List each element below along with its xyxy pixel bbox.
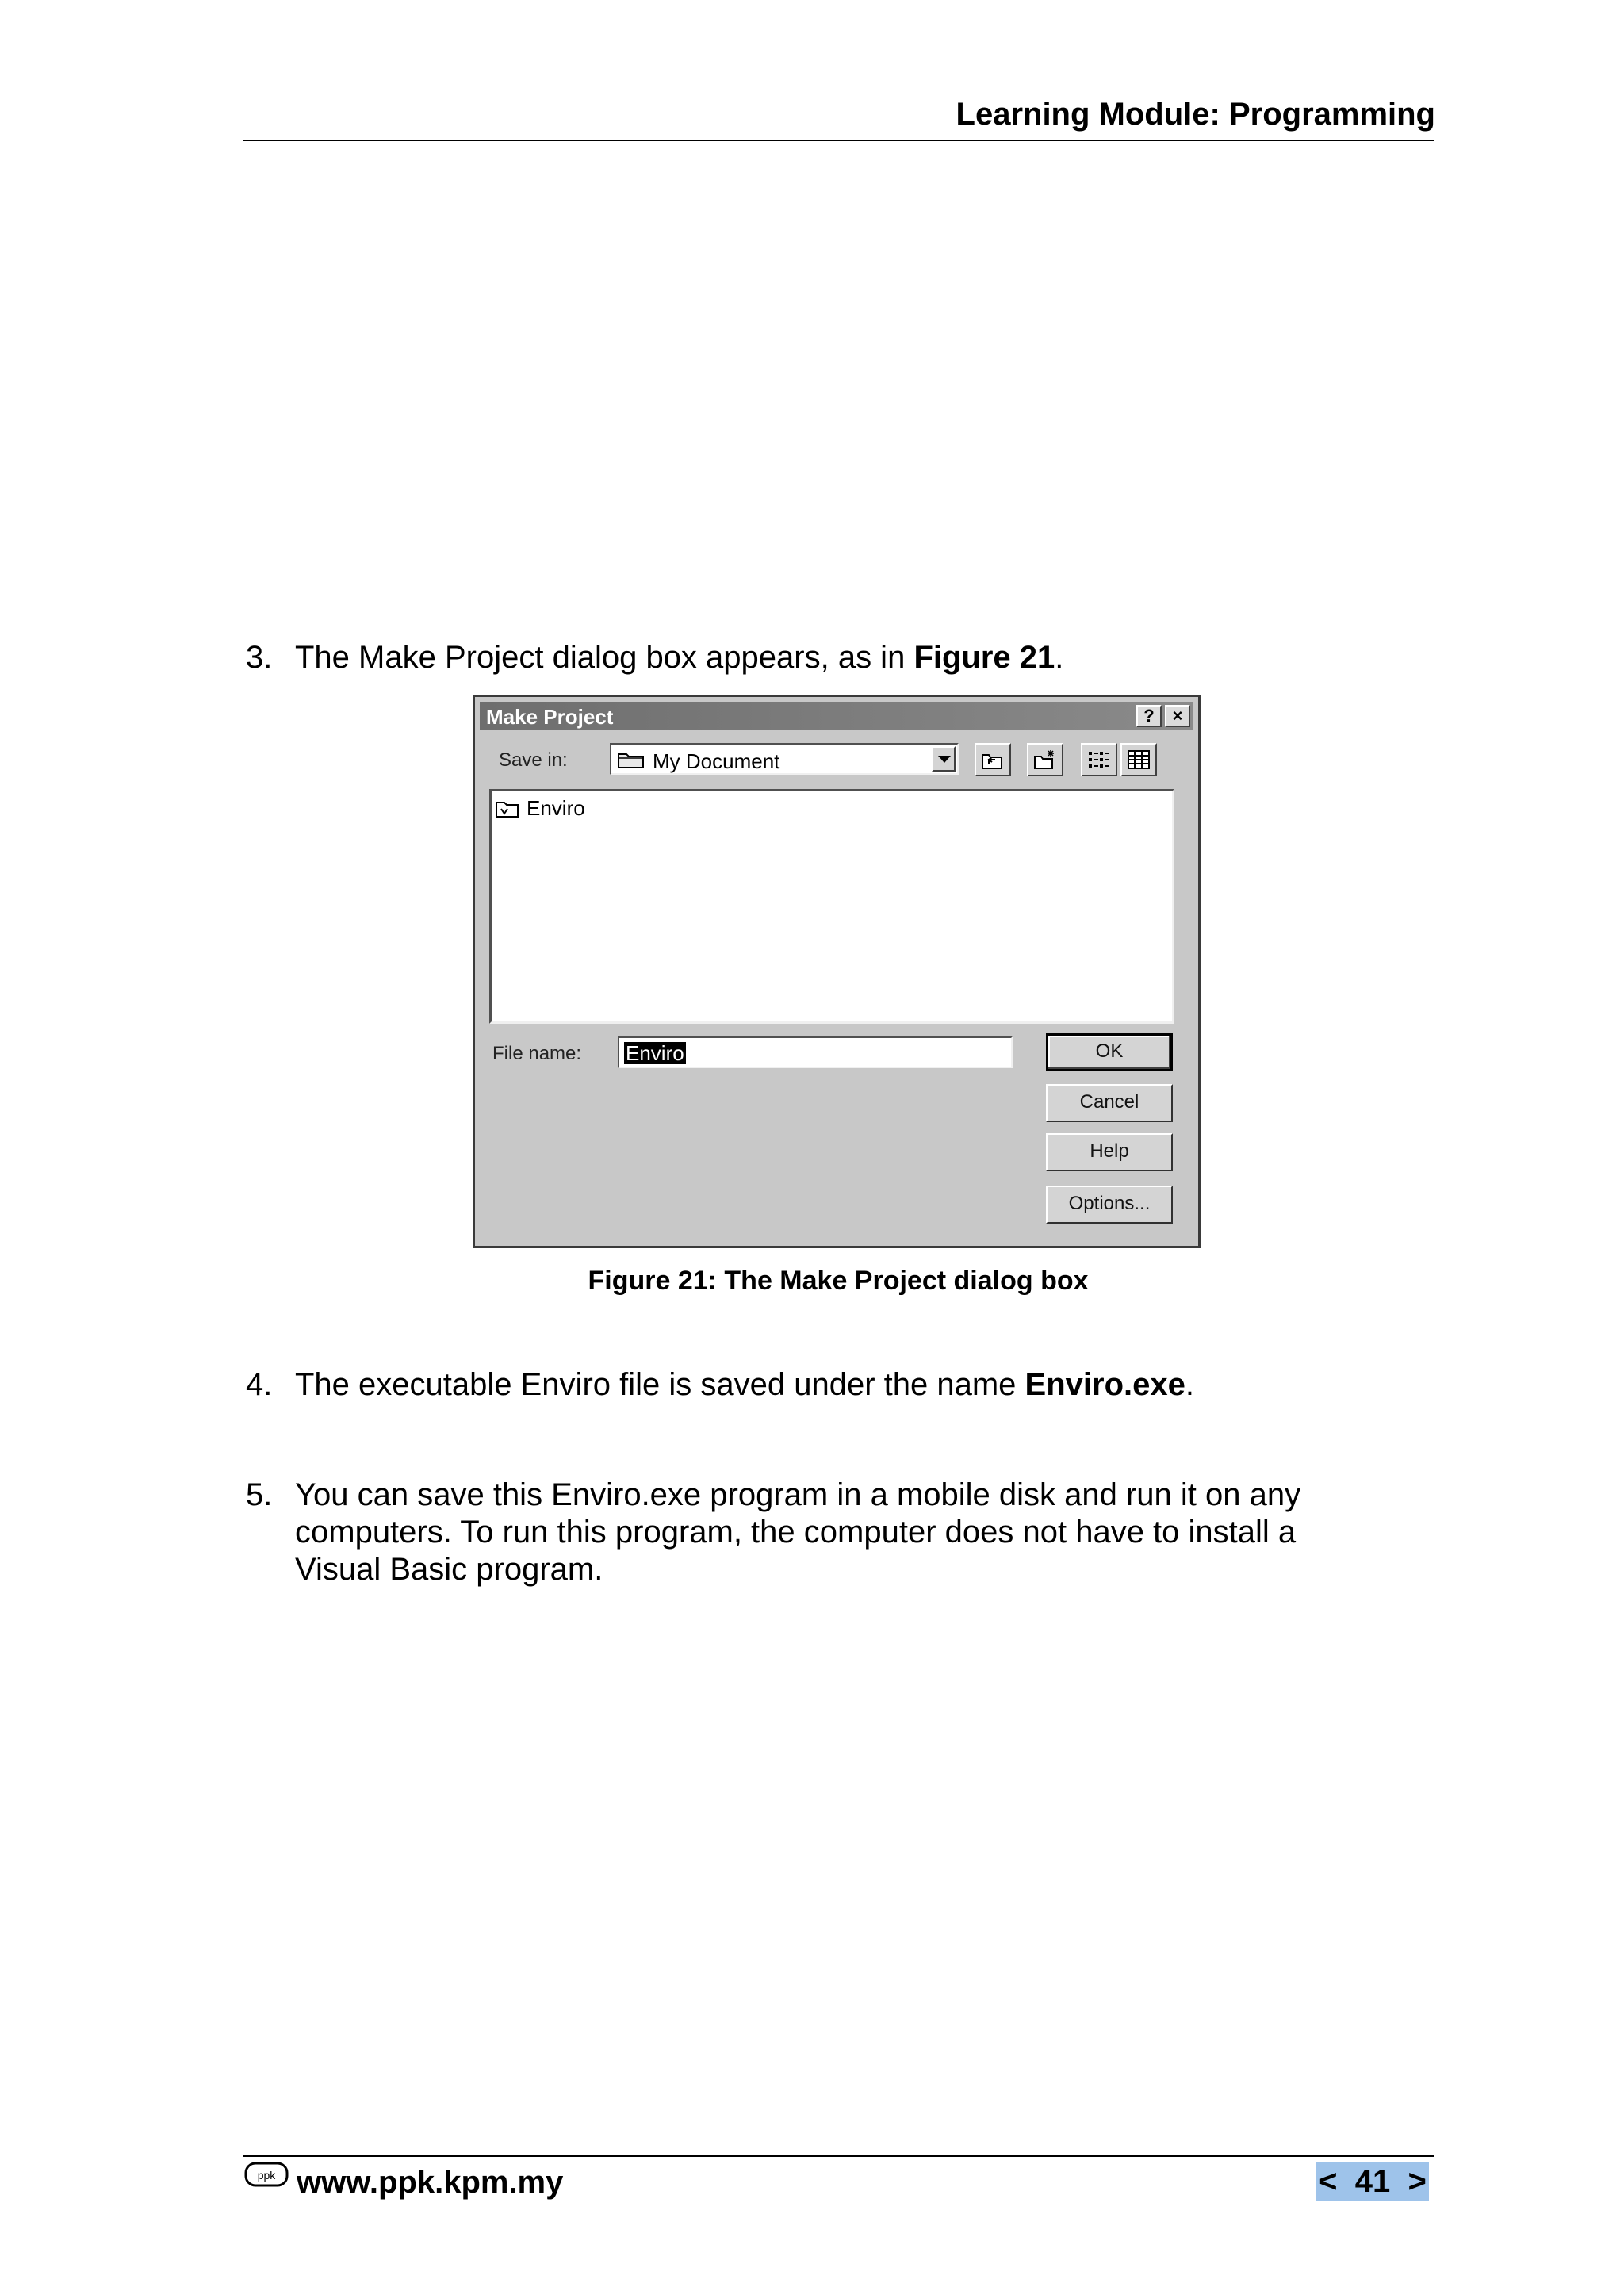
footer-rule — [243, 2155, 1434, 2157]
step-text-part: . — [1185, 1367, 1194, 1402]
step-number: 3. — [246, 640, 273, 675]
file-list[interactable] — [489, 789, 1174, 1024]
file-name-value: Enviro — [626, 1041, 684, 1065]
save-in-dropdown[interactable] — [610, 743, 959, 775]
step-text-part: The Make Project dialog box appears, as in — [295, 640, 914, 675]
options-button[interactable]: Options... — [1046, 1186, 1173, 1224]
file-item-label: Enviro — [527, 796, 585, 820]
step-number: 5. — [246, 1477, 273, 1512]
step-number: 4. — [246, 1367, 273, 1402]
file-name-input[interactable] — [618, 1036, 1013, 1068]
step-text-part: The executable Enviro file is saved under the name — [295, 1367, 1025, 1402]
help-titlebar-button[interactable]: ? — [1136, 705, 1162, 727]
step-text-line: Visual Basic program. — [295, 1552, 603, 1587]
folder-icon — [618, 751, 645, 768]
ok-button[interactable]: OK — [1046, 1033, 1173, 1071]
create-new-folder-icon — [1033, 749, 1057, 771]
dialog-title: Make Project — [486, 705, 614, 729]
figure-caption: Figure 21: The Make Project dialog box — [588, 1266, 1089, 1296]
step-text-bold: Figure 21 — [914, 640, 1055, 675]
make-project-dialog — [473, 695, 1201, 1248]
ppk-logo-icon — [244, 2160, 289, 2189]
close-button[interactable]: × — [1165, 705, 1190, 727]
step-text — [295, 639, 1063, 676]
svg-text:ppk: ppk — [257, 2169, 276, 2182]
step-text-bold: Enviro.exe — [1025, 1367, 1185, 1402]
save-in-value: My Document — [653, 749, 780, 773]
step-text-line: You can save this Enviro.exe program in a mobile disk and run it on any — [295, 1477, 1301, 1512]
step-text — [295, 1366, 1194, 1404]
file-name-label: File name: — [492, 1043, 582, 1064]
vb-project-icon — [495, 799, 520, 818]
create-new-folder-button[interactable] — [1027, 743, 1063, 776]
footer-url[interactable]: www.ppk.kpm.my — [297, 2165, 564, 2200]
chevron-down-icon[interactable] — [932, 746, 956, 772]
dialog-titlebar — [480, 702, 1193, 730]
up-one-level-button[interactable] — [975, 743, 1011, 776]
details-view-icon — [1127, 749, 1151, 771]
page-header-title: Learning Module: Programming — [956, 97, 1435, 132]
step-text-part: . — [1055, 640, 1064, 675]
page-number: < 41 > — [1316, 2162, 1429, 2201]
help-button[interactable]: Help — [1046, 1133, 1173, 1171]
cancel-button[interactable]: Cancel — [1046, 1084, 1173, 1122]
list-view-button[interactable] — [1081, 743, 1117, 776]
list-view-icon — [1087, 749, 1111, 771]
up-one-level-icon — [981, 749, 1005, 771]
save-in-label: Save in: — [499, 749, 568, 771]
step-text-line: computers. To run this program, the computer does not have to install a — [295, 1515, 1297, 1550]
details-view-button[interactable] — [1120, 743, 1157, 776]
header-rule — [243, 140, 1434, 141]
step-text — [295, 1477, 1300, 1588]
